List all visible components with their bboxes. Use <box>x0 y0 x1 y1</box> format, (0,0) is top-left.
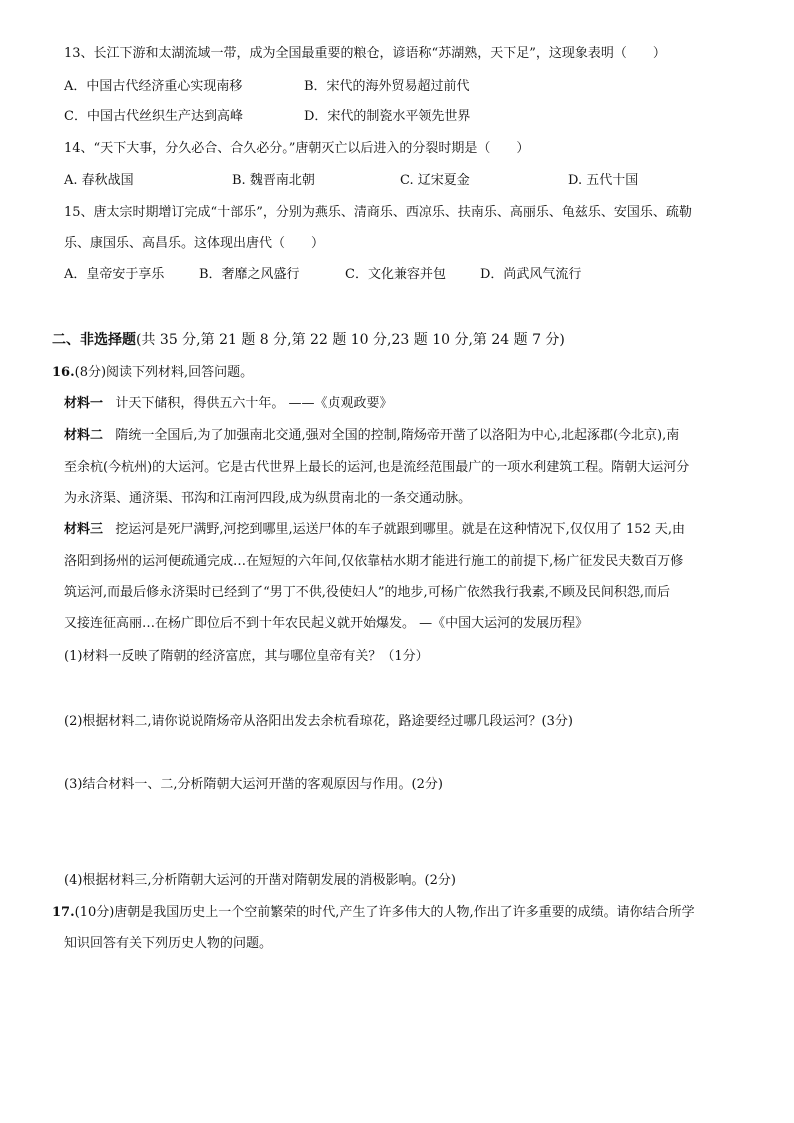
q14-stem: 14、“天下大事，分久必合、合久必分。”唐朝灭亡以后进入的分裂时期是（ ） <box>64 141 530 156</box>
material-3-label: 材料三 <box>64 522 104 537</box>
material-2-text-1: 隋统一全国后,为了加强南北交通,强对全国的控制,隋炀帝开凿了以洛阳为中心,北起涿郡(今北京),南 <box>115 428 680 443</box>
q15-option-c: C．文化兼容并包 <box>345 267 446 282</box>
q15-option-b: B．奢靡之风盛行 <box>199 267 300 282</box>
q16-material-3-line1 <box>64 521 685 539</box>
q16-material-1 <box>64 395 393 413</box>
q13-option-c: C．中国古代丝织生产达到高峰 <box>64 109 243 124</box>
q15-stem-line2: 乐、康国乐、高昌乐。这体现出唐代（ ） <box>64 236 325 251</box>
q14-option-d: D. 五代十国 <box>568 173 639 188</box>
q16-intro: (8分)阅读下列材料,回答问题。 <box>74 365 254 380</box>
material-3-text-4: 又接连征高丽…在杨广即位后不到十年农民起义就开始爆发。 —《中国大运河的发展历程》 <box>64 616 589 631</box>
q13-option-b: B．宋代的海外贸易超过前代 <box>304 79 470 94</box>
q16-subquestion-1: (1)材料一反映了隋朝的经济富庶，其与哪位皇帝有关？（1分） <box>64 649 429 664</box>
material-2-label: 材料二 <box>64 428 104 443</box>
q16-material-2-line1 <box>64 427 679 445</box>
q13-option-d: D．宋代的制瓷水平领先世界 <box>304 109 471 124</box>
q14-option-a: A. 春秋战国 <box>64 173 134 188</box>
section-2-heading <box>52 331 565 349</box>
material-3-text-2: 洛阳到扬州的运河便疏通完成…在短短的六年间,仅依靠枯水期才能进行施工的前提下,杨广征发民夫数百万修 <box>64 554 684 569</box>
q16-number: 16. <box>52 365 75 380</box>
q15-stem-line1: 15、唐太宗时期增订完成“十部乐”，分别为燕乐、清商乐、西凉乐、扶南乐、高丽乐、龟兹乐、安国乐、疏勒 <box>64 205 692 220</box>
q17-text-1: (10分)唐朝是我国历史上一个空前繁荣的时代,产生了许多伟大的人物,作出了许多重要的成绩。请你结合所学 <box>74 905 695 920</box>
q16-intro-line <box>52 364 253 382</box>
q17-number: 17. <box>52 905 75 920</box>
material-2-text-3: 为永济渠、通济渠、邗沟和江南河四段,成为纵贯南北的一条交通动脉。 <box>64 491 472 506</box>
material-1-text: 计天下储积，得供五六十年。 ——《贞观政要》 <box>115 396 393 411</box>
q15-option-a: A．皇帝安于享乐 <box>64 267 165 282</box>
q16-subquestion-2: (2)根据材料二,请你说说隋炀帝从洛阳出发去余杭看琼花，路途要经过哪几段运河？(3分) <box>64 714 573 729</box>
q14-option-b: B. 魏晋南北朝 <box>232 173 315 188</box>
q17-text-2: 知识回答有关下列历史人物的问题。 <box>64 936 273 951</box>
section-2-title: 二、非选择题 <box>52 332 136 348</box>
material-3-text-3: 筑运河,而最后修永济渠时已经到了“男丁不供,役使妇人”的地步,可杨广依然我行我素,不顾及民间积怨,而后 <box>64 585 670 600</box>
q13-option-a: A．中国古代经济重心实现南移 <box>64 79 243 94</box>
q13-stem: 13、长江下游和太湖流域一带，成为全国最重要的粮仓，谚语称“苏湖熟，天下足”，这现象表明（ ） <box>64 46 666 61</box>
material-2-text-2: 至余杭(今杭州)的大运河。它是古代世界上最长的运河,也是流经范围最广的一项水利建筑工程。隋朝大运河分 <box>64 460 690 475</box>
q17-line1 <box>52 904 695 922</box>
q16-subquestion-4: (4)根据材料三,分析隋朝大运河的开凿对隋朝发展的消极影响。(2分) <box>64 873 456 888</box>
material-3-text-1: 挖运河是死尸满野,河挖到哪里,运送尸体的车子就跟到哪里。就是在这种情况下,仅仅用了 152 天,由 <box>115 522 686 537</box>
section-2-detail: (共 35 分,第 21 题 8 分,第 22 题 10 分,23 题 10 分,第 24 题 7 分) <box>136 332 565 348</box>
q16-subquestion-3: (3)结合材料一、二,分析隋朝大运河开凿的客观原因与作用。(2分) <box>64 777 443 792</box>
q15-option-d: D．尚武风气流行 <box>480 267 582 282</box>
q14-option-c: C. 辽宋夏金 <box>400 173 470 188</box>
material-1-label: 材料一 <box>64 396 104 411</box>
